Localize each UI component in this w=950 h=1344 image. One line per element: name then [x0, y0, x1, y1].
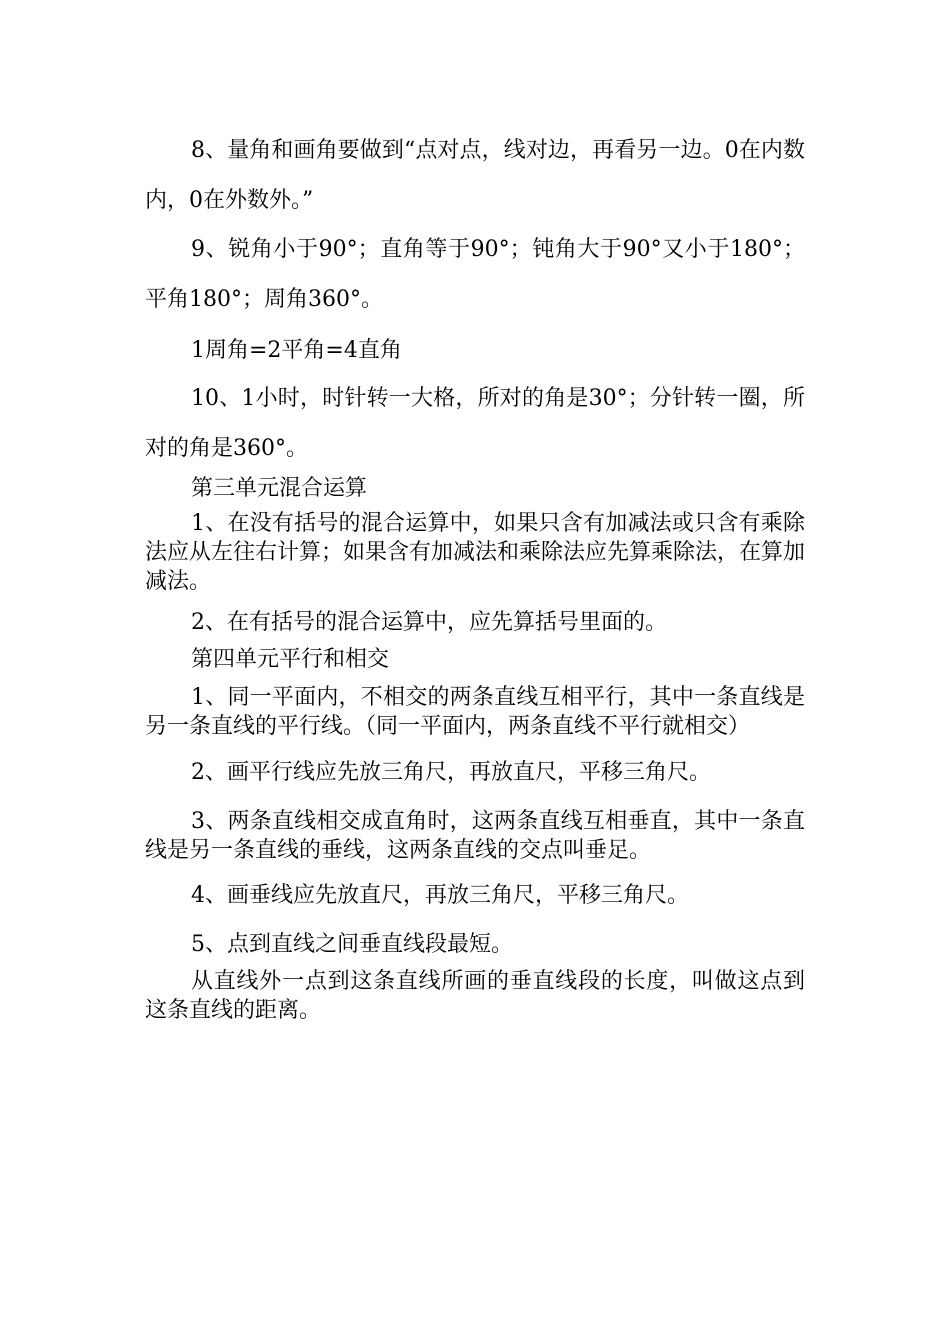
- paragraph-parallel-definition: 1、同一平面内，不相交的两条直线互相平行，其中一条直线是另一条直线的平行线。（同一平面内，两条直线不平行就相交）: [145, 685, 805, 739]
- section-title-unit-4: 第四单元平行和相交: [191, 647, 390, 672]
- paragraph-perpendicular-definition: 3、两条直线相交成直角时，这两条直线互相垂直，其中一条直线是另一条直线的垂线，这两条直线的交点叫垂足。: [145, 809, 805, 863]
- paragraph-angle-relation: 1周角=2平角=4直角: [191, 338, 402, 363]
- paragraph-draw-parallel: 2、画平行线应先放三角尺，再放直尺，平移三角尺。: [191, 760, 711, 785]
- paragraph-order-no-brackets: 1、在没有括号的混合运算中，如果只含有加减法或只含有乘除法应从左往右计算；如果含有加减法和乘除法应先算乘除法，在算加减法。: [145, 511, 806, 594]
- paragraph-shortest-segment: 5、点到直线之间垂直线段最短。: [191, 932, 513, 957]
- paragraph-distance-definition: 从直线外一点到这条直线所画的垂直线段的长度，叫做这点到这条直线的距离。: [145, 969, 805, 1023]
- paragraph-clock-angles: 10、1小时，时针转一大格，所对的角是30°；分针转一圈，所对的角是360°。: [145, 386, 805, 461]
- paragraph-order-brackets: 2、在有括号的混合运算中，应先算括号里面的。: [191, 610, 667, 635]
- section-title-unit-3: 第三单元混合运算: [191, 476, 368, 501]
- paragraph-draw-perpendicular: 4、画垂线应先放直尺，再放三角尺，平移三角尺。: [191, 883, 689, 908]
- paragraph-angle-types: 9、锐角小于90°；直角等于90°；钝角大于90°又小于180°；平角180°；周角360°。: [145, 237, 805, 312]
- paragraph-angle-measuring: 8、量角和画角要做到“点对点，线对边，再看另一边。0在内数内，0在外数外。”: [145, 138, 805, 213]
